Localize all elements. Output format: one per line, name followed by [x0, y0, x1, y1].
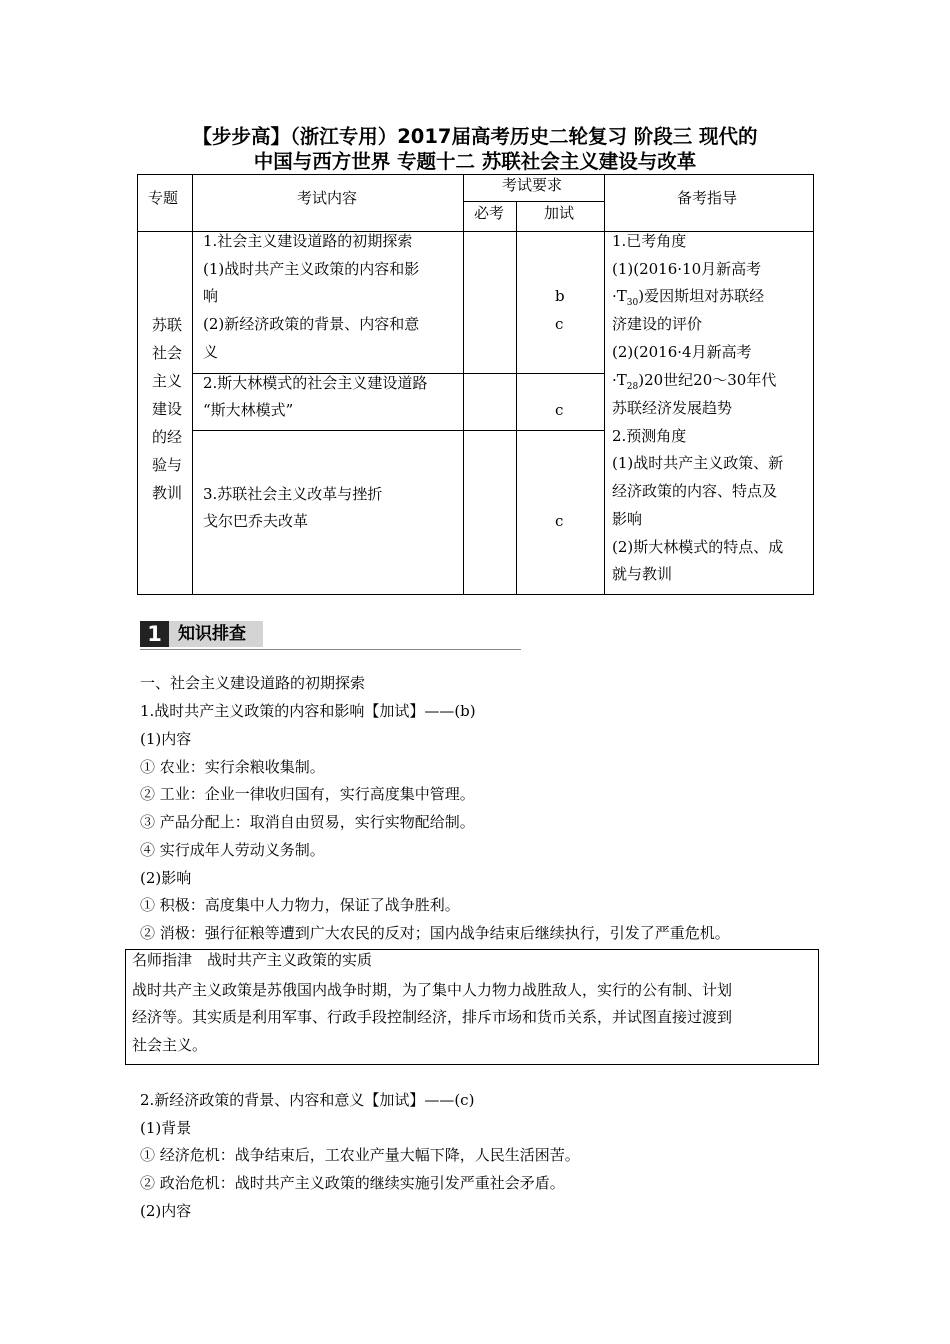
extra-mark: b: [555, 287, 565, 305]
content-row1-line: 1.社会主义建设道路的初期探索: [203, 232, 413, 250]
guide-line: (1)(2016·10月新高考: [612, 260, 762, 278]
body-line: ③ 产品分配上：取消自由贸易，实行实物配给制。: [140, 813, 475, 831]
guide-line: $\cdot T_{28})20$世纪20～30年代: [612, 371, 777, 392]
table-border-right: [813, 174, 814, 595]
body-line: (1)内容: [140, 730, 192, 748]
body-line: (2)影响: [140, 869, 192, 887]
body-line: ② 政治危机：战时共产主义政策的继续实施引发严重社会矛盾。: [140, 1174, 565, 1192]
extra-mark: c: [555, 315, 564, 333]
table-line-col2: [463, 174, 464, 595]
guide-line: 经济政策的内容、特点及: [612, 482, 778, 500]
extra-mark: c: [555, 512, 564, 530]
table-line-col4: [604, 174, 605, 595]
tip-line: 社会主义。: [132, 1036, 208, 1054]
table-line-row2: [192, 430, 604, 431]
body-line: ② 工业：企业一律收归国有，实行高度集中管理。: [140, 785, 475, 803]
tip-line: 经济等。其实质是利用军事、行政手段控制经济，排斥市场和货币关系，并试图直接过渡到: [132, 1008, 733, 1026]
tip-heading: 名师指津 战时共产主义政策的实质: [132, 951, 373, 969]
body-line: ① 经济危机：战争结束后，工农业产量大幅下降，人民生活困苦。: [140, 1146, 580, 1164]
topic-line: 苏联: [151, 316, 182, 334]
table-border-top: [137, 174, 814, 175]
guide-line: $\cdot T_{30}$)爱因斯坦对苏联经: [612, 287, 765, 308]
table-line-col1: [192, 174, 193, 595]
document-title: [120, 124, 830, 174]
content-row1-line: 义: [203, 343, 219, 361]
guide-line: (1)战时共产主义政策、新: [612, 454, 784, 472]
header-guide: 备考指导: [677, 189, 738, 207]
content-row1-line: (2)新经济政策的背景、内容和意: [203, 315, 420, 333]
content-row3-line: 戈尔巴乔夫改革: [203, 512, 309, 530]
header-required: 必考: [474, 204, 505, 222]
guide-line: 1.已考角度: [612, 232, 687, 250]
table-line-req: [463, 201, 604, 202]
content-row1-line: 响: [203, 287, 219, 305]
topic-line: 的经: [151, 428, 182, 446]
extra-mark: c: [555, 401, 564, 419]
table-line-col3: [516, 201, 517, 595]
topic-line: 验与: [151, 456, 182, 474]
body-line: (1)背景: [140, 1119, 192, 1137]
topic-line: 主义: [151, 372, 182, 390]
content-row2-line: 2.斯大林模式的社会主义建设道路: [203, 374, 428, 392]
tip-line: 战时共产主义政策是苏俄国内战争时期，为了集中人力物力战胜敌人，实行的公有制、计划: [132, 981, 733, 999]
title-line-2: 中国与西方世界 专题十二 苏联社会主义建设与改革: [253, 150, 697, 173]
header-requirement: 考试要求: [502, 176, 563, 194]
header-extra: 加试: [544, 204, 575, 222]
guide-line: 济建设的评价: [612, 315, 703, 333]
topic-cell: [146, 311, 188, 507]
body-line: 2.新经济政策的背景、内容和意义【加试】——(c): [140, 1091, 475, 1109]
header-content: 考试内容: [297, 189, 358, 207]
section-divider: [140, 649, 521, 650]
table-border-bottom: [137, 594, 814, 595]
topic-line: 社会: [151, 344, 182, 362]
header-topic: 专题: [148, 189, 179, 207]
guide-line: 2.预测角度: [612, 427, 687, 445]
table-border-left: [137, 174, 138, 595]
title-line-1: 【步步高】（浙江专用）2017届高考历史二轮复习 阶段三 现代的: [192, 125, 758, 148]
section-number: 1: [140, 621, 169, 647]
section-title: 知识排查: [178, 624, 246, 644]
content-row2-line: “斯大林模式”: [203, 401, 294, 419]
content-row3-line: 3.苏联社会主义改革与挫折: [203, 485, 383, 503]
body-line: ② 消极：强行征粮等遭到广大农民的反对；国内战争结束后继续执行，引发了严重危机。: [140, 924, 730, 942]
topic-line: 教训: [151, 484, 182, 502]
guide-line: 就与教训: [612, 565, 673, 583]
body-line: (2)内容: [140, 1202, 192, 1220]
guide-line: 影响: [612, 510, 643, 528]
body-line: ① 农业：实行余粮收集制。: [140, 758, 325, 776]
body-line: ① 积极：高度集中人力物力，保证了战争胜利。: [140, 896, 460, 914]
guide-line: (2)斯大林模式的特点、成: [612, 538, 784, 556]
topic-line: 建设: [151, 400, 182, 418]
body-line: 1.战时共产主义政策的内容和影响【加试】——(b): [140, 702, 476, 720]
guide-line: (2)(2016·4月新高考: [612, 343, 752, 361]
guide-line: 苏联经济发展趋势: [612, 399, 733, 417]
body-line: ④ 实行成年人劳动义务制。: [140, 841, 325, 859]
body-heading: 一、社会主义建设道路的初期探索: [140, 674, 366, 692]
content-row1-line: (1)战时共产主义政策的内容和影: [203, 260, 420, 278]
